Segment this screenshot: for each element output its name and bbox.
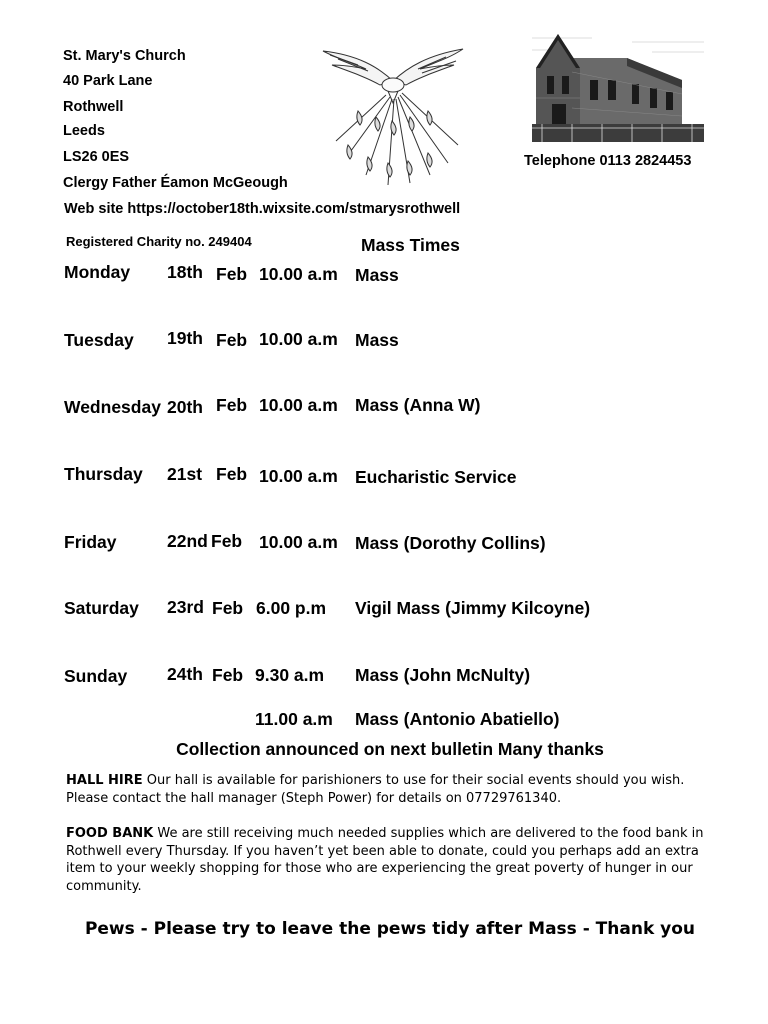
schedule-date: 23rd xyxy=(167,597,204,617)
schedule-service: Mass xyxy=(355,330,399,350)
schedule-month: Feb xyxy=(212,665,244,685)
schedule-service: Mass (John McNulty) xyxy=(355,665,531,685)
schedule-day: Friday xyxy=(64,532,117,552)
food-bank-heading: FOOD BANK xyxy=(66,826,154,841)
schedule-month: Feb xyxy=(216,264,248,284)
schedule-month: Feb xyxy=(211,531,243,551)
schedule-time: 10.00 a.m xyxy=(259,395,338,415)
church-building-icon xyxy=(532,28,704,142)
schedule-day: Sunday xyxy=(64,666,128,686)
hall-hire-text: Our hall is available for parishioners to use for their social events should you wish. Please contact the hall manager (Steph Power) for details on 07729761340. xyxy=(66,773,685,806)
schedule-month: Feb xyxy=(212,598,244,618)
food-bank-text: We are still receiving much needed supplies which are delivered to the food bank in Rothwell every Thursday. If you haven’t yet been able to donate, could you perhaps add an extra item to your weekly shopping for those who are experiencing the great poverty of hunger in our community. xyxy=(66,826,704,894)
hall-hire-heading: HALL HIRE xyxy=(66,773,143,788)
schedule-month: Feb xyxy=(216,464,248,484)
telephone: Telephone 0113 2824453 xyxy=(524,153,692,169)
dove-icon xyxy=(318,45,468,190)
schedule-day: Thursday xyxy=(64,464,143,484)
schedule-month: Feb xyxy=(216,395,248,415)
address-line-church: St. Mary's Church xyxy=(63,48,186,64)
schedule-date: 24th xyxy=(167,664,203,684)
schedule-day: Monday xyxy=(64,262,131,282)
website: Web site https://october18th.wixsite.com/stmarysrothwell xyxy=(64,201,461,217)
schedule-service: Vigil Mass (Jimmy Kilcoyne) xyxy=(355,598,591,618)
schedule-time: 10.00 a.m xyxy=(259,532,338,552)
schedule-service: Eucharistic Service xyxy=(355,467,517,487)
schedule-month: Feb xyxy=(216,330,248,350)
schedule-date: 18th xyxy=(167,262,203,282)
schedule-day: Wednesday xyxy=(64,397,161,417)
collection-notice: Collection announced on next bulletin Many thanks xyxy=(176,739,604,759)
schedule-time: 10.00 a.m xyxy=(259,466,338,486)
schedule-date: 20th xyxy=(167,397,203,417)
address-line-street: 40 Park Lane xyxy=(63,73,153,89)
schedule-time: 10.00 a.m xyxy=(259,329,338,349)
schedule-time: 9.30 a.m xyxy=(255,665,325,685)
schedule-date: 21st xyxy=(167,464,203,484)
schedule-day: Saturday xyxy=(64,598,139,618)
schedule-time: 11.00 a.m xyxy=(255,709,333,729)
food-bank-notice xyxy=(66,825,716,895)
schedule-service: Mass (Dorothy Collins) xyxy=(355,533,546,553)
schedule-service: Mass xyxy=(355,265,399,285)
address-line-city: Leeds xyxy=(63,123,105,139)
schedule-service: Mass (Anna W) xyxy=(355,395,481,415)
hall-hire-notice xyxy=(66,772,716,807)
address-line-clergy: Clergy Father Éamon McGeough xyxy=(63,175,288,191)
pews-notice: Pews - Please try to leave the pews tidy after Mass - Thank you xyxy=(84,919,696,939)
schedule-date: 19th xyxy=(167,328,203,348)
schedule-date: 22nd xyxy=(167,531,208,551)
address-line-town: Rothwell xyxy=(63,99,124,115)
schedule-day: Tuesday xyxy=(64,330,134,350)
schedule-service: Mass (Antonio Abatiello) xyxy=(355,709,560,729)
schedule-time: 6.00 p.m xyxy=(256,598,327,618)
address-line-postcode: LS26 0ES xyxy=(63,149,130,165)
schedule-time: 10.00 a.m xyxy=(259,264,338,284)
charity-number: Registered Charity no. 249404 xyxy=(66,234,252,249)
mass-times-title: Mass Times xyxy=(361,235,460,255)
